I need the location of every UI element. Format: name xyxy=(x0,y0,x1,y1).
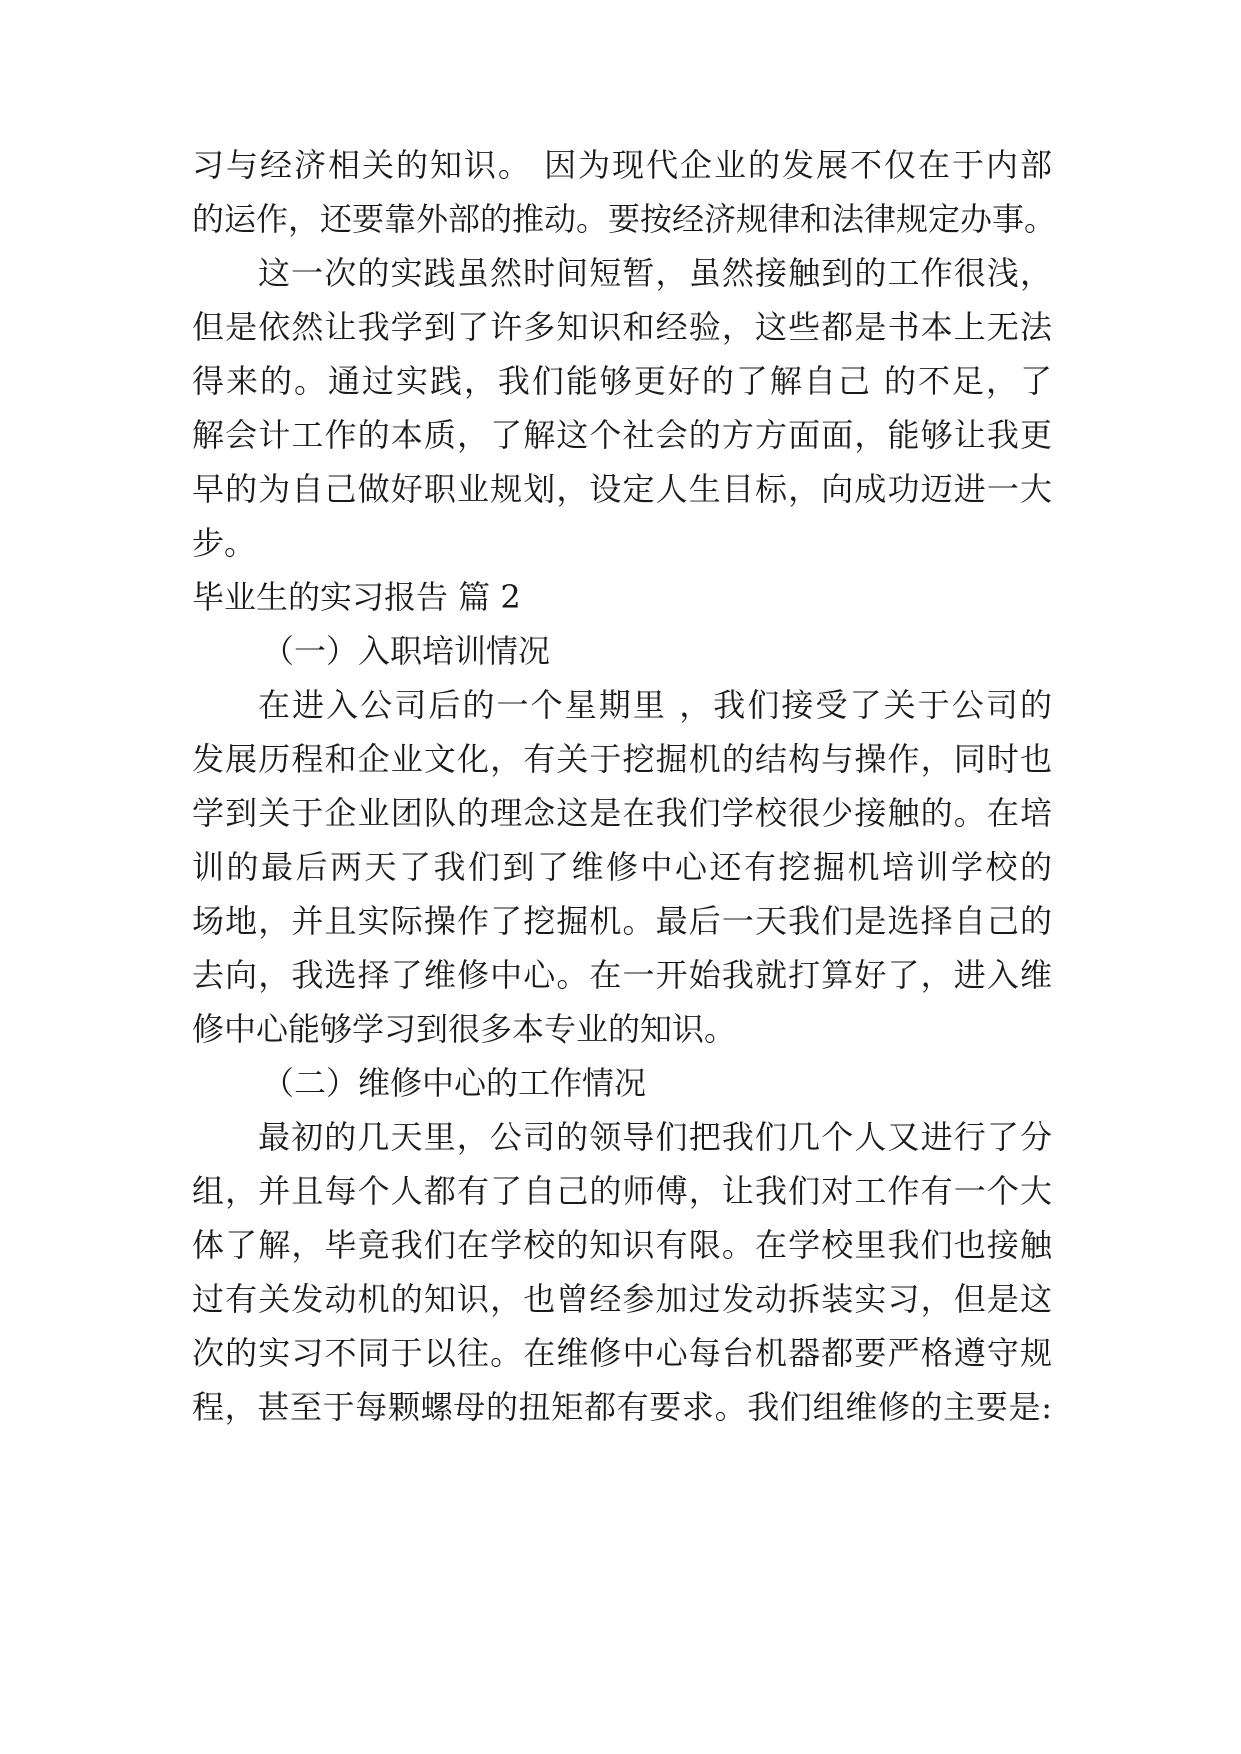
paragraph-line: 体了解，毕竟我们在学校的知识有限。在学校里我们也接触 xyxy=(192,1226,1052,1264)
paragraph-line: 修中心能够学习到很多本专业的知识。 xyxy=(192,1010,737,1048)
paragraph-line: 这一次的实践虽然时间短暂，虽然接触到的工作很浅， xyxy=(258,254,1052,292)
paragraph-line: 在进入公司后的一个星期里 ，我们接受了关于公司的 xyxy=(258,686,1052,724)
paragraph-line: 早的为自己做好职业规划，设定人生目标，向成功迈进一大 xyxy=(192,470,1052,508)
paragraph-line: 解会计工作的本质，了解这个社会的方方面面，能够让我更 xyxy=(192,416,1052,454)
paragraph-line: 得来的。通过实践，我们能够更好的了解自己 的不足，了 xyxy=(192,362,1052,400)
section-title: 毕业生的实习报告 篇 2 xyxy=(192,578,521,616)
paragraph-line: 的运作，还要靠外部的推动。要按经济规律和法律规定办事。 xyxy=(192,200,1057,238)
paragraph-line: 习与经济相关的知识。 因为现代企业的发展不仅在于内部 xyxy=(192,146,1052,184)
subsection-heading: （一）入职培训情况 xyxy=(262,632,551,670)
paragraph-line: 最初的几天里，公司的领导们把我们几个人又进行了分 xyxy=(258,1118,1052,1156)
paragraph-line: 过有关发动机的知识，也曾经参加过发动拆装实习，但是这 xyxy=(192,1280,1052,1318)
paragraph-line: 次的实习不同于以往。在维修中心每台机器都要严格遵守规 xyxy=(192,1334,1052,1372)
subsection-heading: （二）维修中心的工作情况 xyxy=(262,1064,647,1102)
paragraph-line: 场地，并且实际操作了挖掘机。最后一天我们是选择自己的 xyxy=(192,902,1052,940)
paragraph-line: 发展历程和企业文化，有关于挖掘机的结构与操作，同时也 xyxy=(192,740,1052,778)
paragraph-line: 学到关于企业团队的理念这是在我们学校很少接触的。在培 xyxy=(192,794,1052,832)
paragraph-line: 但是依然让我学到了许多知识和经验，这些都是书本上无法 xyxy=(192,308,1052,346)
paragraph-line: 去向，我选择了维修中心。在一开始我就打算好了，进入维 xyxy=(192,956,1052,994)
paragraph-line: 组，并且每个人都有了自己的师傅，让我们对工作有一个大 xyxy=(192,1172,1052,1210)
paragraph-line: 步。 xyxy=(192,524,257,562)
paragraph-line: 训的最后两天了我们到了维修中心还有挖掘机培训学校的 xyxy=(192,848,1052,886)
paragraph-line: 程，甚至于每颗螺母的扭矩都有要求。我们组维修的主要是: xyxy=(192,1388,1052,1426)
